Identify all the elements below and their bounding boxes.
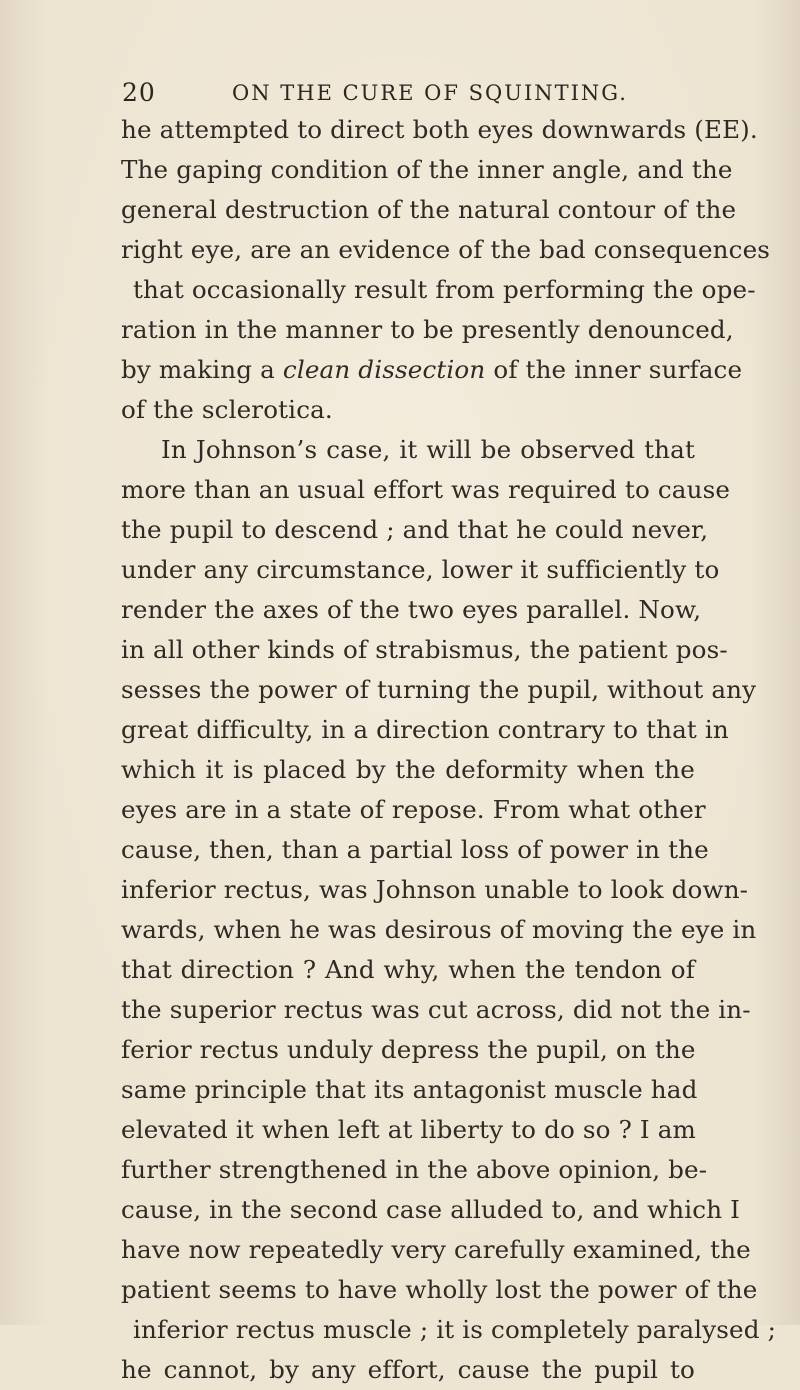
paragraph-start-line: In Johnson’s case, it will be observed that	[161, 435, 695, 464]
text-line: have now repeatedly very carefully examined, the	[121, 1235, 751, 1264]
text-line: patient seems to have wholly lost the power of the	[121, 1275, 758, 1304]
text-line: that direction ? And why, when the tendon of	[121, 955, 695, 984]
text-line: same principle that its antagonist muscle had	[121, 1075, 698, 1104]
text-line: The gaping condition of the inner angle, and the	[121, 155, 733, 184]
text-line: in all other kinds of strabismus, the patient pos-	[121, 635, 728, 664]
running-head	[122, 78, 730, 108]
italic-phrase: clean dissection	[282, 355, 486, 384]
text-run: of the inner surface	[485, 355, 743, 384]
body-text	[121, 110, 777, 1390]
text-line: the superior rectus was cut across, did not the in-	[121, 995, 751, 1024]
text-line: he attempted to direct both eyes downwards (EE).	[121, 115, 758, 144]
text-run: by making a	[121, 355, 283, 384]
text-line: which it is placed by the deformity when the	[121, 755, 695, 784]
text-line: inferior rectus muscle ; it is completely paralysed ;	[133, 1315, 777, 1344]
text-line	[121, 350, 743, 390]
text-line: ration in the manner to be presently denounced,	[121, 315, 734, 344]
text-line: general destruction of the natural contour of the	[121, 195, 737, 224]
text-line: sesses the power of turning the pupil, without any	[121, 675, 757, 704]
text-line: ferior rectus unduly depress the pupil, on the	[121, 1035, 696, 1064]
chapter-title: ON THE CURE OF SQUINTING.	[232, 81, 628, 105]
text-line: the pupil to descend ; and that he could never,	[121, 515, 709, 544]
page-number: 20	[122, 78, 156, 107]
text-line: further strengthened in the above opinion, be-	[121, 1155, 708, 1184]
text-line: he cannot, by any effort, cause the pupil to	[121, 1355, 695, 1384]
text-line: elevated it when left at liberty to do so ? I am	[121, 1115, 697, 1144]
text-line: of the sclerotica.	[121, 395, 333, 424]
text-line: eyes are in a state of repose. From what other	[121, 795, 706, 824]
text-line: wards, when he was desirous of moving the eye in	[121, 915, 757, 944]
text-line: right eye, are an evidence of the bad consequences	[121, 235, 771, 264]
text-line: under any circumstance, lower it sufficiently to	[121, 555, 720, 584]
text-line: that occasionally result from performing the ope-	[133, 275, 756, 304]
text-line: cause, then, than a partial loss of power in the	[121, 835, 709, 864]
text-line: great difficulty, in a direction contrary to that in	[121, 715, 729, 744]
text-line: more than an usual effort was required to cause	[121, 475, 731, 504]
text-line: inferior rectus, was Johnson unable to look down-	[121, 875, 749, 904]
text-line: render the axes of the two eyes parallel. Now,	[121, 595, 702, 624]
text-line: cause, in the second case alluded to, and which I	[121, 1195, 741, 1224]
